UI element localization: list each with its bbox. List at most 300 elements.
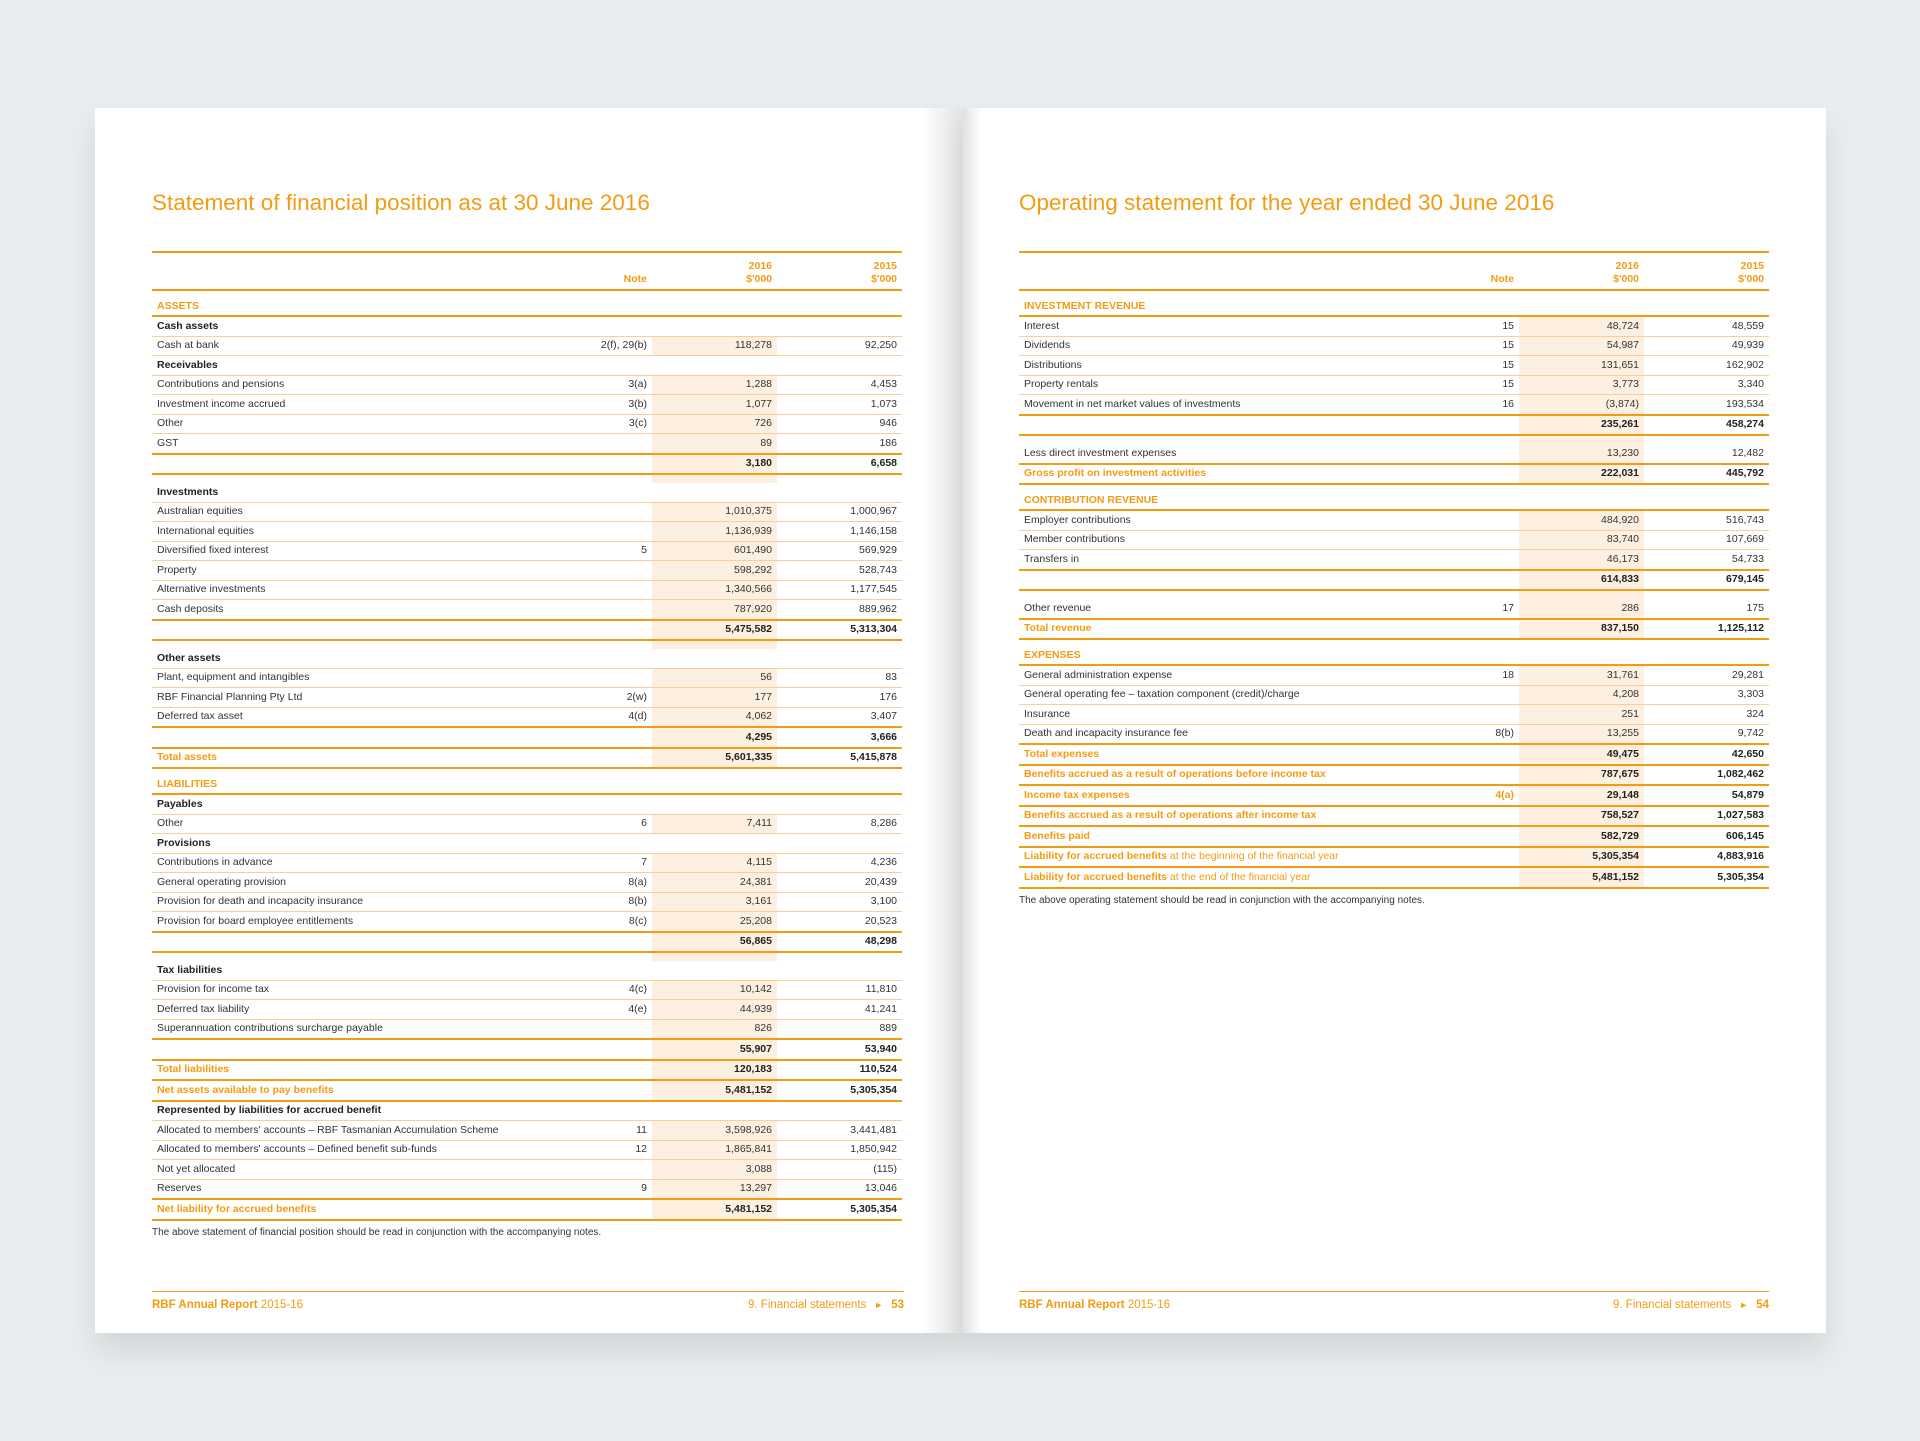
- value-2015: 1,082,462: [1644, 765, 1769, 786]
- arrow-icon: ►: [874, 1300, 884, 1310]
- value-2015: 3,441,481: [777, 1121, 902, 1141]
- value-2015: [1644, 484, 1769, 510]
- total-row: [1019, 867, 1769, 888]
- value-2015: 679,145: [1644, 570, 1769, 591]
- value-2015: [777, 794, 902, 814]
- value-2015: [777, 768, 902, 794]
- table-row: [1019, 599, 1769, 619]
- table-row: [1019, 336, 1769, 356]
- value-2016: 5,481,152: [652, 1080, 777, 1101]
- value-2016: 10,142: [652, 980, 777, 1000]
- row-label: Alternative investments: [152, 580, 582, 600]
- value-2015: [777, 483, 902, 502]
- row-label: Interest: [1019, 316, 1449, 336]
- table-row: [152, 814, 902, 834]
- value-2016: [652, 316, 777, 336]
- value-2015: 5,305,354: [1644, 867, 1769, 888]
- value-2016: 120,183: [652, 1060, 777, 1081]
- table-row: [1019, 510, 1769, 530]
- value-2016: 4,295: [652, 727, 777, 748]
- row-label: [152, 932, 582, 953]
- value-2016: 3,598,926: [652, 1121, 777, 1141]
- section-header-row: [1019, 484, 1769, 510]
- note-ref: [582, 834, 652, 854]
- value-2016: 177: [652, 688, 777, 708]
- value-2016: 1,136,939: [652, 522, 777, 542]
- value-2016: 13,255: [1519, 724, 1644, 744]
- value-2016: 54,987: [1519, 336, 1644, 356]
- table-row: [152, 1000, 902, 1020]
- value-2016: 1,077: [652, 395, 777, 415]
- subheading-row: [152, 316, 902, 336]
- value-2015: 162,902: [1644, 356, 1769, 376]
- subtotal-row: [1019, 415, 1769, 436]
- value-2015: 9,742: [1644, 724, 1769, 744]
- row-label: Benefits paid: [1019, 826, 1449, 847]
- value-2016: (3,874): [1519, 395, 1644, 415]
- table-row: [152, 336, 902, 356]
- note-ref: [582, 316, 652, 336]
- row-label: ASSETS: [152, 290, 582, 316]
- section-name: 9. Financial statements: [1613, 1299, 1732, 1311]
- table-row: [152, 1140, 902, 1160]
- value-2015: [777, 1101, 902, 1121]
- value-2015: 946: [777, 414, 902, 434]
- value-2015: 175: [1644, 599, 1769, 619]
- table-row: [1019, 530, 1769, 550]
- note-ref: 4(c): [582, 980, 652, 1000]
- value-2016: 131,651: [1519, 356, 1644, 376]
- section-header-row: [1019, 639, 1769, 665]
- year-2015-header: 2015 $'000: [1644, 252, 1769, 290]
- spacer-row: [152, 474, 902, 483]
- note-ref: [582, 561, 652, 581]
- value-2015: 569,929: [777, 541, 902, 561]
- note-ref: 3(c): [582, 414, 652, 434]
- note-ref: 3(a): [582, 375, 652, 395]
- value-2015: 889: [777, 1019, 902, 1039]
- page-title: Statement of financial position as at 30 June 2016: [152, 190, 650, 215]
- value-2016: 44,939: [652, 1000, 777, 1020]
- note-ref: [1449, 484, 1519, 510]
- value-2015: 5,305,354: [777, 1080, 902, 1101]
- row-label: Deferred tax asset: [152, 707, 582, 727]
- note-ref: [1449, 415, 1519, 436]
- page-number: 54: [1756, 1299, 1769, 1311]
- value-2016: 31,761: [1519, 665, 1644, 685]
- row-label: Australian equities: [152, 502, 582, 522]
- row-label: Superannuation contributions surcharge payable: [152, 1019, 582, 1039]
- value-2015: 12,482: [1644, 444, 1769, 464]
- row-label: Total assets: [152, 748, 582, 769]
- table-row: [1019, 356, 1769, 376]
- subtotal-row: [1019, 570, 1769, 591]
- note-ref: [582, 727, 652, 748]
- value-2015: 1,027,583: [1644, 806, 1769, 827]
- table-row: [152, 1179, 902, 1199]
- value-2015: 54,879: [1644, 785, 1769, 806]
- value-2016: 787,920: [652, 600, 777, 620]
- row-label: Provisions: [152, 834, 582, 854]
- value-2015: 48,559: [1644, 316, 1769, 336]
- note-ref: 12: [582, 1140, 652, 1160]
- table-row: [152, 707, 902, 727]
- note-ref: 8(b): [1449, 724, 1519, 744]
- value-2015: 83: [777, 668, 902, 688]
- value-2015: 5,305,354: [777, 1199, 902, 1220]
- value-2016: 787,675: [1519, 765, 1644, 786]
- row-label: Tax liabilities: [152, 961, 582, 980]
- total-row: [1019, 464, 1769, 485]
- arrow-icon: ►: [1739, 1300, 1749, 1310]
- table-row: [152, 1019, 902, 1039]
- row-label: General operating provision: [152, 873, 582, 893]
- value-2016: 89: [652, 434, 777, 454]
- table-row: [1019, 705, 1769, 725]
- note-ref: [1449, 744, 1519, 765]
- value-2015: 53,940: [777, 1039, 902, 1060]
- table-row: [1019, 724, 1769, 744]
- note-ref: [1449, 765, 1519, 786]
- value-2016: 4,062: [652, 707, 777, 727]
- row-label: Net assets available to pay benefits: [152, 1080, 582, 1101]
- table-row: [152, 502, 902, 522]
- row-label: Contributions in advance: [152, 853, 582, 873]
- note-ref: 5: [582, 541, 652, 561]
- value-2015: 8,286: [777, 814, 902, 834]
- value-2016: 13,230: [1519, 444, 1644, 464]
- value-2015: 11,810: [777, 980, 902, 1000]
- value-2015: 48,298: [777, 932, 902, 953]
- value-2015: [777, 356, 902, 376]
- value-2016: 286: [1519, 599, 1644, 619]
- table-row: [152, 600, 902, 620]
- table-row: [152, 395, 902, 415]
- table-row: [152, 434, 902, 454]
- value-2016: 48,724: [1519, 316, 1644, 336]
- total-row: [1019, 765, 1769, 786]
- row-label: Reserves: [152, 1179, 582, 1199]
- note-ref: 15: [1449, 356, 1519, 376]
- subheading-row: [152, 483, 902, 502]
- value-2015: 1,125,112: [1644, 619, 1769, 640]
- table-row: [1019, 550, 1769, 570]
- value-2016: 582,729: [1519, 826, 1644, 847]
- value-2015: 1,850,942: [777, 1140, 902, 1160]
- value-2016: 837,150: [1519, 619, 1644, 640]
- subtotal-row: [152, 620, 902, 641]
- row-label: Member contributions: [1019, 530, 1449, 550]
- value-2015: 3,407: [777, 707, 902, 727]
- note-ref: [1449, 639, 1519, 665]
- row-label: [152, 1039, 582, 1060]
- value-2016: 83,740: [1519, 530, 1644, 550]
- note-ref: 4(a): [1449, 785, 1519, 806]
- table-row: [152, 688, 902, 708]
- row-label: Investment income accrued: [152, 395, 582, 415]
- value-2016: 24,381: [652, 873, 777, 893]
- total-row: [152, 748, 902, 769]
- value-2015: 193,534: [1644, 395, 1769, 415]
- row-label: Other: [152, 814, 582, 834]
- table-row: [1019, 375, 1769, 395]
- subtotal-row: [152, 454, 902, 475]
- note-ref: [582, 434, 652, 454]
- row-label: Payables: [152, 794, 582, 814]
- value-2016: 235,261: [1519, 415, 1644, 436]
- total-row: [1019, 744, 1769, 765]
- value-2016: [652, 290, 777, 316]
- value-2016: 46,173: [1519, 550, 1644, 570]
- value-2016: 13,297: [652, 1179, 777, 1199]
- value-2015: 92,250: [777, 336, 902, 356]
- table-row: [152, 561, 902, 581]
- value-2015: 176: [777, 688, 902, 708]
- note-ref: [582, 356, 652, 376]
- table-row: [152, 414, 902, 434]
- value-2015: 3,100: [777, 892, 902, 912]
- note-ref: [582, 748, 652, 769]
- note-ref: [1449, 847, 1519, 868]
- value-2016: 5,481,152: [652, 1199, 777, 1220]
- note-ref: [1449, 290, 1519, 316]
- row-label: EXPENSES: [1019, 639, 1449, 665]
- value-2016: 3,161: [652, 892, 777, 912]
- row-label: Investments: [152, 483, 582, 502]
- table-row: [152, 375, 902, 395]
- note-ref: [1449, 510, 1519, 530]
- value-2015: 54,733: [1644, 550, 1769, 570]
- row-label: Other revenue: [1019, 599, 1449, 619]
- value-2016: [1519, 639, 1644, 665]
- section-header-row: [152, 768, 902, 794]
- table-row: [152, 522, 902, 542]
- value-2015: 445,792: [1644, 464, 1769, 485]
- value-2016: 758,527: [1519, 806, 1644, 827]
- note-ref: 17: [1449, 599, 1519, 619]
- subheading-row: [152, 649, 902, 668]
- value-2015: 4,453: [777, 375, 902, 395]
- note-ref: 4(e): [582, 1000, 652, 1020]
- row-label: Less direct investment expenses: [1019, 444, 1449, 464]
- note-ref: [582, 580, 652, 600]
- spacer-row: [152, 952, 902, 961]
- note-ref: [582, 1160, 652, 1180]
- value-2016: 55,907: [652, 1039, 777, 1060]
- row-label: General operating fee – taxation component (credit)/charge: [1019, 685, 1449, 705]
- value-2015: [777, 961, 902, 980]
- table-header: [1019, 252, 1769, 290]
- row-label: CONTRIBUTION REVENUE: [1019, 484, 1449, 510]
- row-label: Plant, equipment and intangibles: [152, 668, 582, 688]
- value-2015: 1,177,545: [777, 580, 902, 600]
- note-ref: 8(a): [582, 873, 652, 893]
- value-2016: [652, 356, 777, 376]
- row-label: Death and incapacity insurance fee: [1019, 724, 1449, 744]
- section-header-row: [1019, 290, 1769, 316]
- value-2016: 118,278: [652, 336, 777, 356]
- value-2015: [777, 316, 902, 336]
- footnote: The above operating statement should be read in conjunction with the accompanying notes.: [1019, 895, 1425, 906]
- value-2015: 516,743: [1644, 510, 1769, 530]
- row-label: GST: [152, 434, 582, 454]
- section-header-row: [152, 290, 902, 316]
- value-2016: 1,340,566: [652, 580, 777, 600]
- total-row: [1019, 785, 1769, 806]
- value-2015: 42,650: [1644, 744, 1769, 765]
- note-ref: 2(f), 29(b): [582, 336, 652, 356]
- table-header: [152, 252, 902, 290]
- note-ref: 9: [582, 1179, 652, 1199]
- note-ref: [582, 768, 652, 794]
- row-label: International equities: [152, 522, 582, 542]
- note-ref: [1449, 550, 1519, 570]
- note-ref: [582, 290, 652, 316]
- value-2016: 5,601,335: [652, 748, 777, 769]
- row-label: Allocated to members' accounts – Defined benefit sub-funds: [152, 1140, 582, 1160]
- value-2016: [652, 768, 777, 794]
- note-ref: [582, 1039, 652, 1060]
- row-label: [152, 620, 582, 641]
- page-footer: [1019, 1291, 1769, 1313]
- value-2015: [777, 649, 902, 668]
- value-2016: 56,865: [652, 932, 777, 953]
- value-2015: [777, 290, 902, 316]
- row-label: Income tax expenses: [1019, 785, 1449, 806]
- value-2016: 49,475: [1519, 744, 1644, 765]
- value-2015: 324: [1644, 705, 1769, 725]
- value-2016: 614,833: [1519, 570, 1644, 591]
- page-number: 53: [891, 1299, 904, 1311]
- table-row: [152, 873, 902, 893]
- subheading-row: [152, 961, 902, 980]
- note-ref: [582, 522, 652, 542]
- note-ref: [582, 620, 652, 641]
- table-row: [152, 668, 902, 688]
- section-name: 9. Financial statements: [748, 1299, 867, 1311]
- row-label: Benefits accrued as a result of operations before income tax: [1019, 765, 1449, 786]
- row-label: Benefits accrued as a result of operations after income tax: [1019, 806, 1449, 827]
- table-row: [152, 892, 902, 912]
- row-label: [1019, 415, 1449, 436]
- value-2016: 601,490: [652, 541, 777, 561]
- row-label: Provision for income tax: [152, 980, 582, 1000]
- year-2015-header: 2015 $'000: [777, 252, 902, 290]
- year-2016-header: 2016 $'000: [1519, 252, 1644, 290]
- row-label: Other: [152, 414, 582, 434]
- value-2016: 726: [652, 414, 777, 434]
- value-2015: 3,340: [1644, 375, 1769, 395]
- report-name: RBF Annual Report: [1019, 1299, 1125, 1311]
- value-2016: 5,475,582: [652, 620, 777, 641]
- value-2015: 4,236: [777, 853, 902, 873]
- value-2015: (115): [777, 1160, 902, 1180]
- note-header: Note: [1449, 252, 1519, 290]
- value-2015: 3,303: [1644, 685, 1769, 705]
- value-2016: 251: [1519, 705, 1644, 725]
- value-2016: 1,288: [652, 375, 777, 395]
- subtotal-row: [152, 1039, 902, 1060]
- note-ref: 3(b): [582, 395, 652, 415]
- value-2015: 528,743: [777, 561, 902, 581]
- row-label: Distributions: [1019, 356, 1449, 376]
- note-ref: [1449, 530, 1519, 550]
- row-label: General administration expense: [1019, 665, 1449, 685]
- note-ref: [1449, 826, 1519, 847]
- value-2015: 606,145: [1644, 826, 1769, 847]
- note-ref: 8(b): [582, 892, 652, 912]
- row-label: Net liability for accrued benefits: [152, 1199, 582, 1220]
- row-label: Liability for accrued benefits at the beginning of the financial year: [1019, 847, 1449, 868]
- value-2015: 110,524: [777, 1060, 902, 1081]
- table-row: [152, 1121, 902, 1141]
- value-2015: 5,313,304: [777, 620, 902, 641]
- table-row: [152, 980, 902, 1000]
- subheading-row: [152, 1101, 902, 1121]
- row-label: Movement in net market values of investments: [1019, 395, 1449, 415]
- table-row: [152, 1160, 902, 1180]
- note-ref: 7: [582, 853, 652, 873]
- left-page: [95, 108, 961, 1333]
- table-row: [1019, 316, 1769, 336]
- note-ref: [582, 502, 652, 522]
- value-2016: [652, 649, 777, 668]
- row-label: LIABILITIES: [152, 768, 582, 794]
- note-ref: [1449, 705, 1519, 725]
- value-2016: 5,305,354: [1519, 847, 1644, 868]
- total-row: [152, 1060, 902, 1081]
- value-2015: 29,281: [1644, 665, 1769, 685]
- row-label: Total revenue: [1019, 619, 1449, 640]
- note-ref: [582, 649, 652, 668]
- row-label: Provision for death and incapacity insurance: [152, 892, 582, 912]
- row-label: INVESTMENT REVENUE: [1019, 290, 1449, 316]
- row-label: Dividends: [1019, 336, 1449, 356]
- table-row: [152, 912, 902, 932]
- value-2015: 4,883,916: [1644, 847, 1769, 868]
- total-row: [152, 1199, 902, 1220]
- note-ref: 18: [1449, 665, 1519, 685]
- value-2015: 20,523: [777, 912, 902, 932]
- note-ref: [1449, 570, 1519, 591]
- note-ref: 8(c): [582, 912, 652, 932]
- note-ref: 6: [582, 814, 652, 834]
- value-2015: 41,241: [777, 1000, 902, 1020]
- value-2016: 3,773: [1519, 375, 1644, 395]
- value-2016: 56: [652, 668, 777, 688]
- value-2016: [652, 961, 777, 980]
- note-ref: [582, 1060, 652, 1081]
- total-row: [1019, 619, 1769, 640]
- row-label: Cash deposits: [152, 600, 582, 620]
- note-ref: [582, 1101, 652, 1121]
- row-label: Deferred tax liability: [152, 1000, 582, 1020]
- row-label: Cash assets: [152, 316, 582, 336]
- value-2015: 889,962: [777, 600, 902, 620]
- row-label: Liability for accrued benefits at the end of the financial year: [1019, 867, 1449, 888]
- note-ref: [582, 1019, 652, 1039]
- subtotal-row: [152, 932, 902, 953]
- value-2016: 29,148: [1519, 785, 1644, 806]
- report-name: RBF Annual Report: [152, 1299, 258, 1311]
- row-label: Cash at bank: [152, 336, 582, 356]
- row-label: Other assets: [152, 649, 582, 668]
- value-2015: 13,046: [777, 1179, 902, 1199]
- spacer-row: [152, 640, 902, 649]
- note-ref: [582, 483, 652, 502]
- note-ref: [582, 600, 652, 620]
- row-label: Not yet allocated: [152, 1160, 582, 1180]
